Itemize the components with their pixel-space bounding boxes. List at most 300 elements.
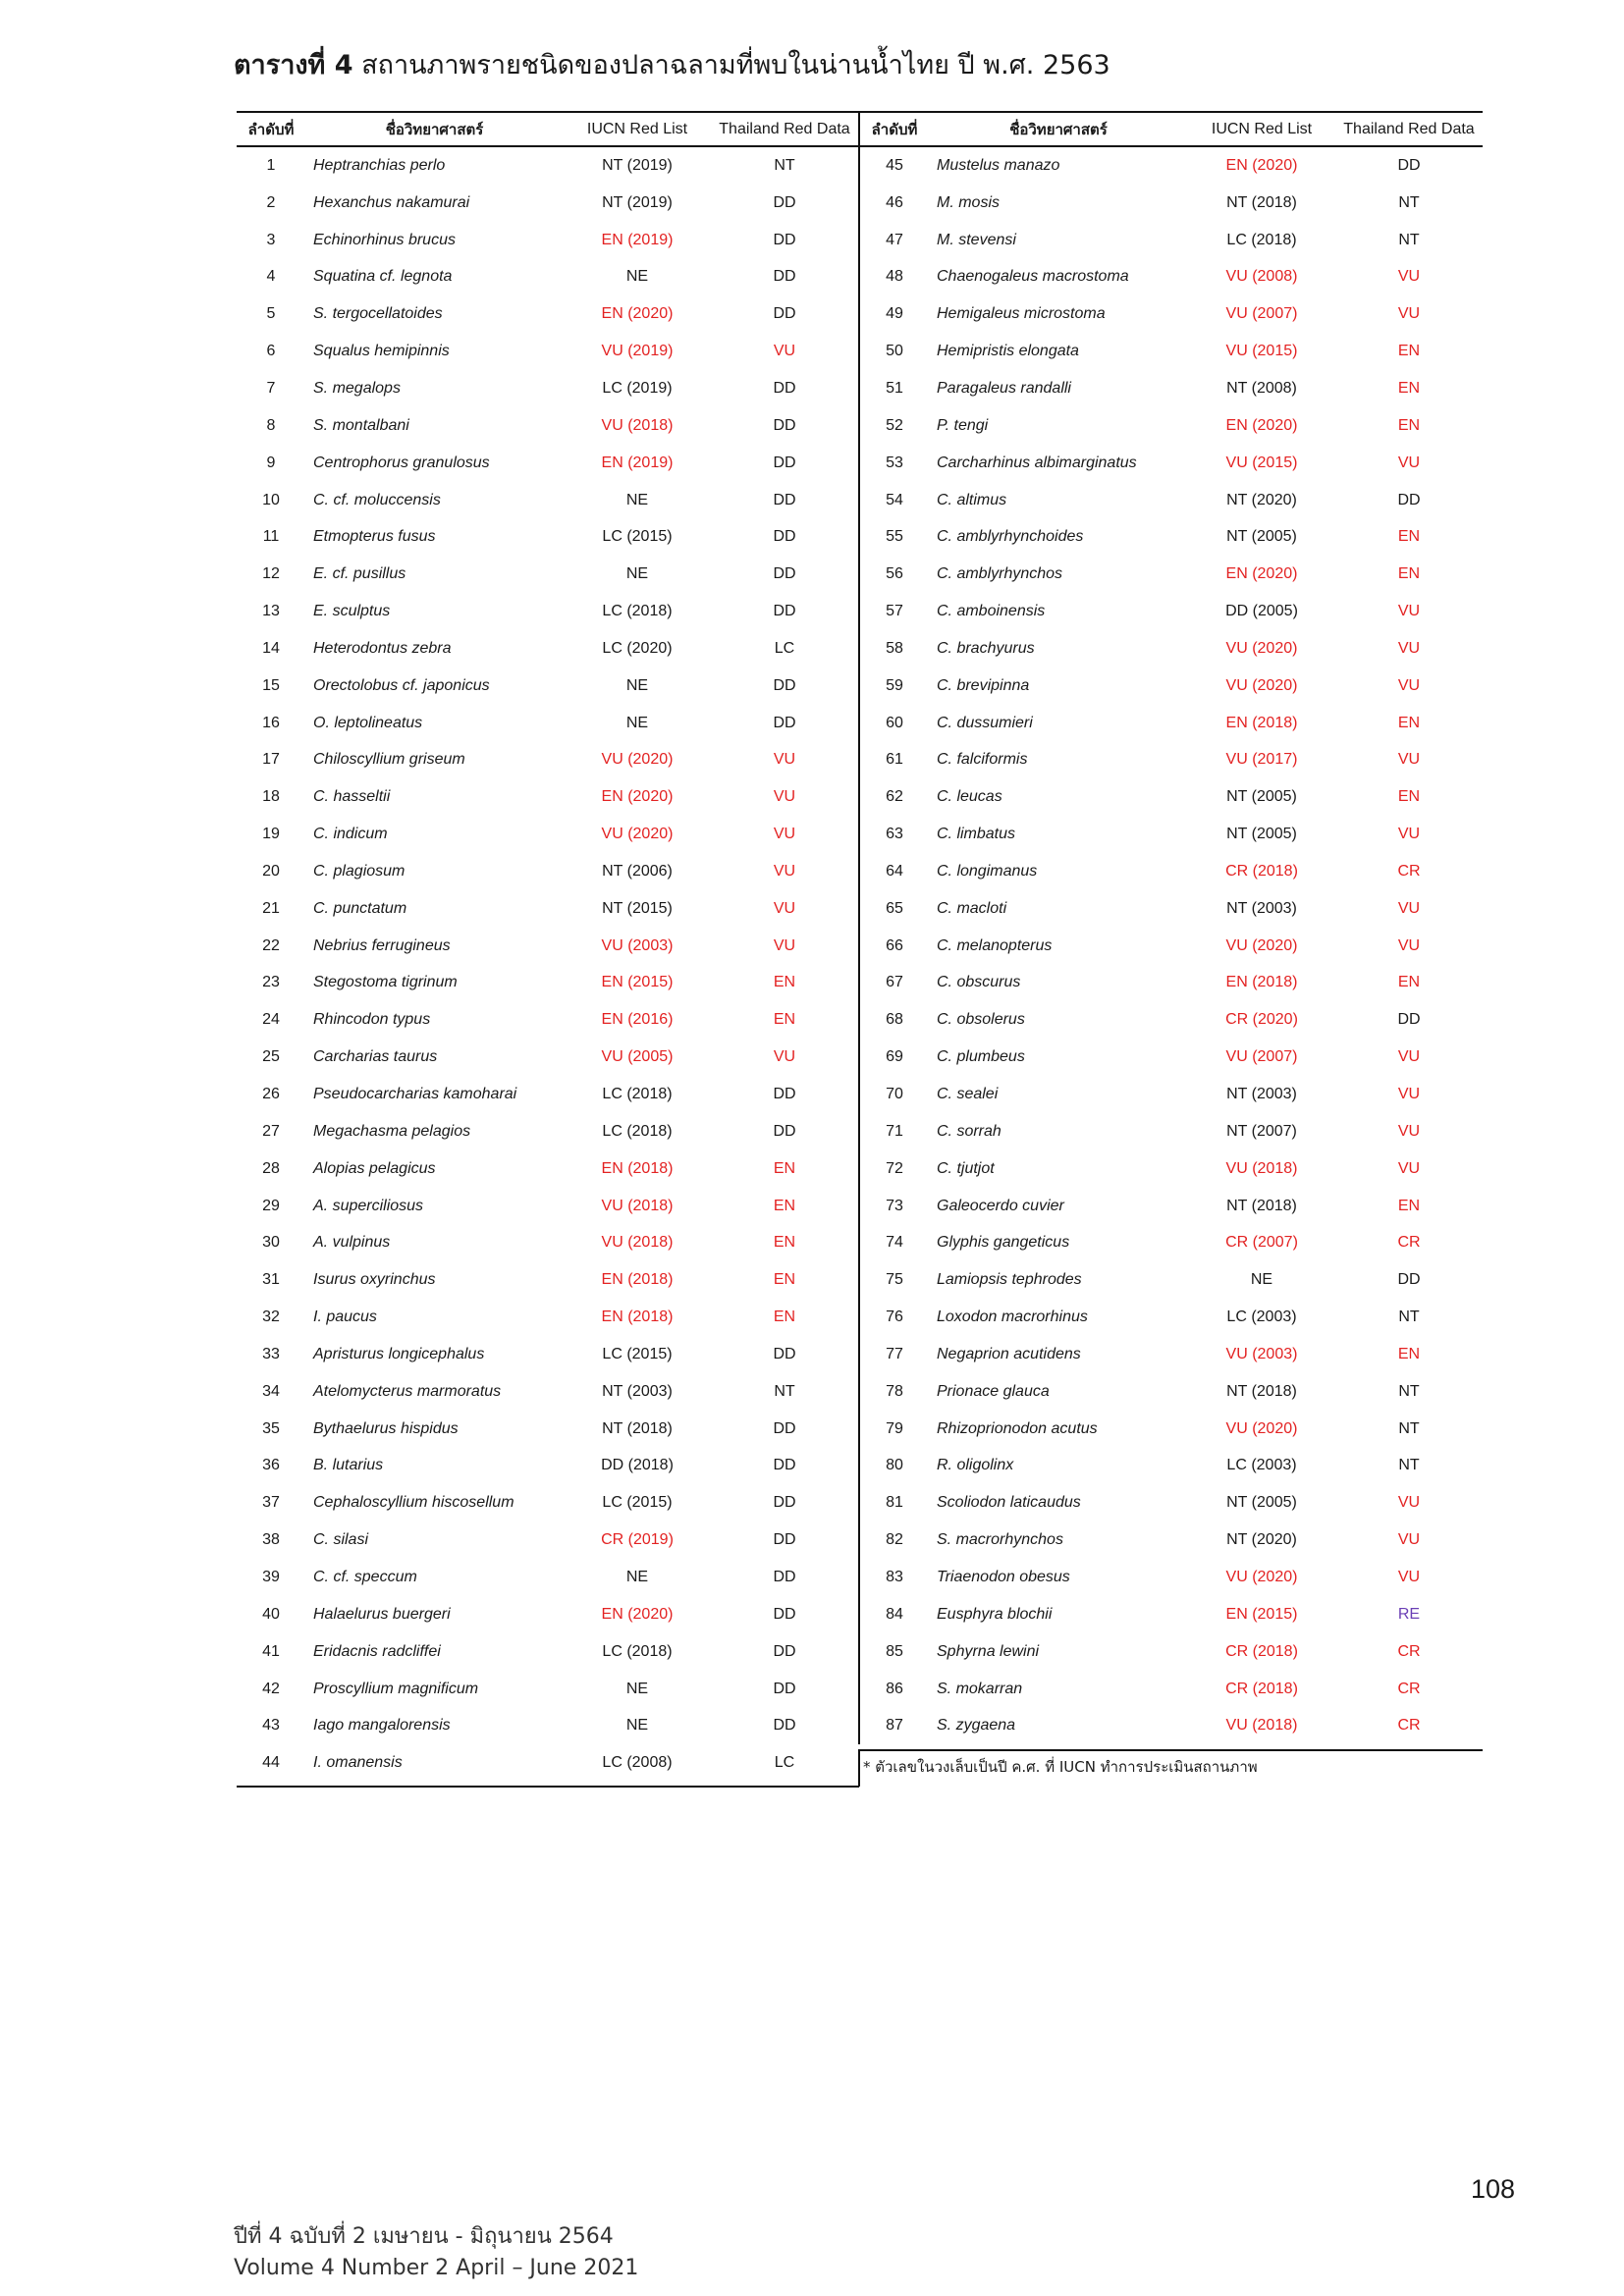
iucn-status: VU (2018) <box>601 1234 674 1252</box>
species-name: Bythaelurus hispidus <box>313 1419 459 1437</box>
species-name: S. macrorhynchos <box>937 1531 1063 1549</box>
row-number: 23 <box>262 974 280 991</box>
thai-status: EN <box>1397 714 1421 731</box>
iucn-status: EN (2018) <box>1225 714 1298 731</box>
iucn-status: VU (2018) <box>601 1197 674 1214</box>
table-row <box>237 1707 858 1744</box>
table-row <box>860 556 1483 593</box>
table-row <box>860 1113 1483 1150</box>
thai-status: DD <box>773 676 796 694</box>
species-table-right <box>858 111 1483 1744</box>
thai-status: EN <box>1397 565 1421 583</box>
row-number: 16 <box>262 714 280 731</box>
species-name: C. macloti <box>937 899 1007 917</box>
thai-status: VU <box>1397 826 1421 843</box>
row-number: 80 <box>886 1457 903 1474</box>
species-name: C. plagiosum <box>313 862 406 880</box>
species-name: Apristurus longicephalus <box>313 1345 485 1362</box>
table-row <box>237 1336 858 1373</box>
table-row <box>860 890 1483 928</box>
species-name: Atelomycterus marmoratus <box>313 1382 502 1400</box>
iucn-status: LC (2019) <box>602 379 673 397</box>
species-name: C. tjutjot <box>937 1159 995 1177</box>
table-row <box>237 816 858 853</box>
row-number: 19 <box>262 826 280 843</box>
species-name: C. silasi <box>313 1531 369 1549</box>
row-number: 15 <box>262 676 280 694</box>
table-title <box>234 43 1110 85</box>
table-row <box>237 1001 858 1039</box>
row-number: 51 <box>886 379 903 397</box>
species-name: Pseudocarcharias kamoharai <box>313 1086 517 1103</box>
table-row <box>860 147 1483 185</box>
table-row <box>860 928 1483 965</box>
species-name: C. amblyrhynchoides <box>937 528 1084 546</box>
thai-status: DD <box>773 1605 796 1623</box>
thai-status: EN <box>1397 379 1421 397</box>
iucn-status: VU (2020) <box>1225 639 1298 657</box>
iucn-status: LC (2018) <box>602 1122 673 1140</box>
row-number: 47 <box>886 231 903 248</box>
thai-status: VU <box>1397 305 1421 323</box>
iucn-status: VU (2020) <box>601 826 674 843</box>
row-number: 10 <box>262 491 280 508</box>
thai-status: DD <box>773 714 796 731</box>
table-row <box>237 482 858 519</box>
row-number: 41 <box>262 1642 280 1660</box>
table-row <box>860 1484 1483 1522</box>
iucn-status: LC (2008) <box>602 1754 673 1772</box>
species-name: Sphyrna lewini <box>937 1642 1040 1660</box>
row-number: 79 <box>886 1419 903 1437</box>
row-number: 82 <box>886 1531 903 1549</box>
species-name: C. brevipinna <box>937 676 1030 694</box>
table-row <box>237 1596 858 1633</box>
row-number: 37 <box>262 1494 280 1512</box>
thai-status: EN <box>1397 974 1421 991</box>
thai-status: NT <box>1398 1382 1420 1400</box>
species-name: I. paucus <box>313 1308 377 1326</box>
thai-status: EN <box>773 1308 796 1326</box>
thai-status: VU <box>773 1048 796 1066</box>
iucn-status: NE <box>625 1717 649 1735</box>
table-row <box>237 1633 858 1671</box>
iucn-status: LC (2020) <box>602 639 673 657</box>
thai-status: CR <box>1397 862 1421 880</box>
thai-status: NT <box>774 156 795 174</box>
thai-status: VU <box>1397 1494 1421 1512</box>
thai-status: DD <box>773 193 796 211</box>
species-name: A. superciliosus <box>313 1197 424 1214</box>
table-row <box>237 965 858 1002</box>
species-name: Heterodontus zebra <box>313 639 452 657</box>
species-name: Rhizoprionodon acutus <box>937 1419 1098 1437</box>
thai-status: VU <box>1397 639 1421 657</box>
table-row <box>237 1039 858 1076</box>
iucn-status: NT (2015) <box>602 899 673 917</box>
species-name: Loxodon macrorhinus <box>937 1308 1088 1326</box>
thai-status: VU <box>773 862 796 880</box>
species-name: Isurus oxyrinchus <box>313 1271 436 1289</box>
table-row <box>237 1224 858 1261</box>
iucn-status: CR (2018) <box>1225 1680 1298 1697</box>
iucn-status: LC (2018) <box>602 1086 673 1103</box>
thai-status: EN <box>1397 1197 1421 1214</box>
table-row <box>237 1150 858 1188</box>
table-row <box>860 778 1483 816</box>
thai-status: DD <box>773 416 796 434</box>
species-name: R. oligolinx <box>937 1457 1014 1474</box>
row-number: 24 <box>262 1011 280 1029</box>
iucn-status: NT (2003) <box>1226 1086 1297 1103</box>
species-name: Paragaleus randalli <box>937 379 1071 397</box>
iucn-status: CR (2018) <box>1225 1642 1298 1660</box>
thai-status: DD <box>773 454 796 471</box>
iucn-status: NE <box>625 565 649 583</box>
row-number: 38 <box>262 1531 280 1549</box>
species-name: Eusphyra blochii <box>937 1605 1053 1623</box>
iucn-status: DD (2005) <box>1225 603 1298 620</box>
table-row <box>860 1336 1483 1373</box>
table-row <box>860 407 1483 445</box>
table-row <box>237 1671 858 1708</box>
thai-status: LC <box>774 639 795 657</box>
header-no: ลำดับที่ <box>871 120 918 138</box>
species-name: Heptranchias perlo <box>313 156 446 174</box>
species-name: C. melanopterus <box>937 936 1053 954</box>
row-number: 18 <box>262 788 280 806</box>
row-number: 85 <box>886 1642 903 1660</box>
iucn-status: NT (2018) <box>602 1419 673 1437</box>
row-number: 48 <box>886 268 903 286</box>
thai-status: DD <box>773 565 796 583</box>
thai-status: VU <box>1397 1159 1421 1177</box>
iucn-status: NT (2006) <box>602 862 673 880</box>
species-name: C. altimus <box>937 491 1007 508</box>
thai-status: DD <box>1397 1011 1421 1029</box>
iucn-status: VU (2003) <box>1225 1345 1298 1362</box>
species-name: S. tergocellatoides <box>313 305 443 323</box>
table-row <box>237 1411 858 1448</box>
species-name: Eridacnis radcliffei <box>313 1642 441 1660</box>
footer-issue-english: Volume 4 Number 2 April – June 2021 <box>234 2256 639 2280</box>
species-name: Squatina cf. legnota <box>313 268 453 286</box>
iucn-status: VU (2003) <box>601 936 674 954</box>
table-row <box>860 1411 1483 1448</box>
row-number: 87 <box>886 1717 903 1735</box>
iucn-status: LC (2018) <box>1226 231 1297 248</box>
iucn-status: VU (2018) <box>1225 1159 1298 1177</box>
row-number: 26 <box>262 1086 280 1103</box>
row-number: 40 <box>262 1605 280 1623</box>
row-number: 73 <box>886 1197 903 1214</box>
species-name: Galeocerdo cuvier <box>937 1197 1064 1214</box>
row-number: 1 <box>266 156 276 174</box>
iucn-status: VU (2008) <box>1225 268 1298 286</box>
species-name: Scoliodon laticaudus <box>937 1494 1081 1512</box>
iucn-status: NE <box>625 268 649 286</box>
thai-status: CR <box>1397 1717 1421 1735</box>
iucn-status: LC (2015) <box>602 1494 673 1512</box>
table-row <box>860 1633 1483 1671</box>
species-table-left <box>237 111 858 1782</box>
thai-status: DD <box>773 305 796 323</box>
thai-status: DD <box>773 231 796 248</box>
table-row <box>860 1076 1483 1113</box>
thai-status: DD <box>773 1345 796 1362</box>
species-name: Echinorhinus brucus <box>313 231 456 248</box>
thai-status: VU <box>1397 676 1421 694</box>
row-number: 49 <box>886 305 903 323</box>
table-row <box>237 667 858 705</box>
row-number: 63 <box>886 826 903 843</box>
row-number: 32 <box>262 1308 280 1326</box>
row-number: 9 <box>266 454 276 471</box>
thai-status: DD <box>1397 156 1421 174</box>
species-name: C. longimanus <box>937 862 1038 880</box>
thai-status: EN <box>1397 528 1421 546</box>
iucn-status: VU (2007) <box>1225 305 1298 323</box>
table-row <box>860 1373 1483 1411</box>
row-number: 56 <box>886 565 903 583</box>
iucn-status: NT (2008) <box>1226 379 1297 397</box>
thai-status: LC <box>774 1754 795 1772</box>
iucn-status: CR (2019) <box>601 1531 674 1549</box>
species-name: C. cf. moluccensis <box>313 491 441 508</box>
table-row <box>860 1559 1483 1596</box>
table-row <box>237 333 858 370</box>
row-number: 27 <box>262 1122 280 1140</box>
species-name: Hexanchus nakamurai <box>313 193 470 211</box>
row-number: 2 <box>266 193 276 211</box>
species-name: C. limbatus <box>937 826 1016 843</box>
iucn-status: VU (2020) <box>1225 1419 1298 1437</box>
row-number: 22 <box>262 936 280 954</box>
species-name: Hemipristis elongata <box>937 343 1079 360</box>
table-row <box>860 222 1483 259</box>
thai-status: DD <box>773 1568 796 1585</box>
species-name: O. leptolineatus <box>313 714 423 731</box>
thai-status: DD <box>773 528 796 546</box>
table-row <box>860 1001 1483 1039</box>
row-number: 72 <box>886 1159 903 1177</box>
thai-status: EN <box>773 1011 796 1029</box>
row-number: 70 <box>886 1086 903 1103</box>
table-body-right <box>860 147 1483 1744</box>
iucn-status: NT (2018) <box>1226 1382 1297 1400</box>
thai-status: CR <box>1397 1642 1421 1660</box>
thai-status: DD <box>1397 491 1421 508</box>
table-row <box>860 1224 1483 1261</box>
iucn-status: NE <box>1250 1271 1273 1289</box>
row-number: 67 <box>886 974 903 991</box>
row-number: 50 <box>886 343 903 360</box>
table-row <box>860 482 1483 519</box>
iucn-status: NT (2007) <box>1226 1122 1297 1140</box>
table-row <box>860 630 1483 667</box>
thai-status: VU <box>1397 1086 1421 1103</box>
iucn-status: NT (2018) <box>1226 193 1297 211</box>
table-row <box>860 1671 1483 1708</box>
table-row <box>237 1299 858 1336</box>
iucn-status: NT (2005) <box>1226 826 1297 843</box>
table-row <box>237 518 858 556</box>
species-name: Stegostoma tigrinum <box>313 974 458 991</box>
iucn-status: CR (2018) <box>1225 862 1298 880</box>
table-bottom-rule-left <box>237 1786 859 1788</box>
table-row <box>237 778 858 816</box>
iucn-status: VU (2015) <box>1225 454 1298 471</box>
thai-status: VU <box>1397 268 1421 286</box>
row-number: 4 <box>266 268 276 286</box>
row-number: 17 <box>262 751 280 769</box>
row-number: 65 <box>886 899 903 917</box>
row-number: 68 <box>886 1011 903 1029</box>
row-number: 30 <box>262 1234 280 1252</box>
thai-status: EN <box>773 1271 796 1289</box>
thai-status: EN <box>773 1234 796 1252</box>
thai-status: DD <box>773 491 796 508</box>
table-row <box>860 445 1483 482</box>
row-number: 75 <box>886 1271 903 1289</box>
iucn-status: LC (2018) <box>602 603 673 620</box>
page-number: 108 <box>1471 2174 1516 2204</box>
thai-status: EN <box>773 1159 796 1177</box>
iucn-status: EN (2020) <box>1225 416 1298 434</box>
table-row <box>237 1744 858 1782</box>
species-name: P. tengi <box>937 416 989 434</box>
thai-status: CR <box>1397 1234 1421 1252</box>
thai-status: DD <box>773 1494 796 1512</box>
table-row <box>237 1448 858 1485</box>
iucn-status: NE <box>625 1680 649 1697</box>
iucn-status: NT (2019) <box>602 156 673 174</box>
iucn-status: EN (2015) <box>601 974 674 991</box>
table-row <box>237 370 858 407</box>
iucn-status: LC (2015) <box>602 1345 673 1362</box>
thai-status: DD <box>773 1086 796 1103</box>
thai-status: DD <box>773 1680 796 1697</box>
species-name: Etmopterus fusus <box>313 528 436 546</box>
species-name: S. montalbani <box>313 416 409 434</box>
species-name: E. sculptus <box>313 603 391 620</box>
thai-status: EN <box>1397 1345 1421 1362</box>
species-name: C. sorrah <box>937 1122 1001 1140</box>
iucn-status: DD (2018) <box>601 1457 674 1474</box>
thai-status: DD <box>773 379 796 397</box>
iucn-status: NT (2003) <box>602 1382 673 1400</box>
row-number: 76 <box>886 1308 903 1326</box>
species-name: C. dussumieri <box>937 714 1033 731</box>
table-row <box>860 295 1483 333</box>
column-divider <box>858 1749 860 1787</box>
species-name: Hemigaleus microstoma <box>937 305 1106 323</box>
thai-status: VU <box>1397 454 1421 471</box>
species-name: E. cf. pusillus <box>313 565 406 583</box>
table-row <box>237 185 858 222</box>
row-number: 3 <box>266 231 276 248</box>
thai-status: DD <box>773 1457 796 1474</box>
iucn-status: CR (2020) <box>1225 1011 1298 1029</box>
thai-status: CR <box>1397 1680 1421 1697</box>
table-row <box>237 853 858 890</box>
thai-status: VU <box>1397 751 1421 769</box>
thai-status: DD <box>773 1531 796 1549</box>
iucn-status: EN (2020) <box>1225 565 1298 583</box>
thai-status: VU <box>1397 936 1421 954</box>
table-row <box>237 222 858 259</box>
species-name: Squalus hemipinnis <box>313 343 450 360</box>
table-row <box>237 147 858 185</box>
species-name: Halaelurus buergeri <box>313 1605 451 1623</box>
row-number: 64 <box>886 862 903 880</box>
species-name: Glyphis gangeticus <box>937 1234 1070 1252</box>
table-row <box>860 1150 1483 1188</box>
table-row <box>860 185 1483 222</box>
row-number: 58 <box>886 639 903 657</box>
row-number: 11 <box>262 528 280 546</box>
row-number: 33 <box>262 1345 280 1362</box>
species-name: C. obsolerus <box>937 1011 1025 1029</box>
iucn-status: EN (2018) <box>601 1271 674 1289</box>
table-row <box>237 259 858 296</box>
table-row <box>237 890 858 928</box>
table-row <box>237 445 858 482</box>
species-name: Orectolobus cf. japonicus <box>313 676 490 694</box>
species-name: B. lutarius <box>313 1457 384 1474</box>
row-number: 5 <box>266 305 276 323</box>
table-row <box>860 853 1483 890</box>
row-number: 84 <box>886 1605 903 1623</box>
species-name: Chaenogaleus macrostoma <box>937 268 1129 286</box>
thai-status: NT <box>774 1382 795 1400</box>
species-name: S. zygaena <box>937 1717 1016 1735</box>
table-row <box>237 1261 858 1299</box>
table-row <box>860 742 1483 779</box>
row-number: 52 <box>886 416 903 434</box>
table-row <box>237 742 858 779</box>
iucn-status: VU (2020) <box>1225 1568 1298 1585</box>
table-body-left <box>237 147 858 1782</box>
table-title-text: สถานภาพรายชนิดของปลาฉลามที่พบในน่านน้ำไทย ปี พ.ศ. 2563 <box>352 50 1110 80</box>
row-number: 14 <box>262 639 280 657</box>
species-name: Chiloscyllium griseum <box>313 751 465 769</box>
thai-status: RE <box>1397 1605 1421 1623</box>
row-number: 46 <box>886 193 903 211</box>
thai-status: DD <box>773 1419 796 1437</box>
table-row <box>237 556 858 593</box>
iucn-status: VU (2005) <box>601 1048 674 1066</box>
species-name: S. mokarran <box>937 1680 1023 1697</box>
row-number: 66 <box>886 936 903 954</box>
row-number: 13 <box>262 603 280 620</box>
table-row <box>237 1522 858 1559</box>
table-title-number: ตารางที่ 4 <box>234 50 353 80</box>
header-no: ลำดับที่ <box>247 120 295 138</box>
species-name: Triaenodon obesus <box>937 1568 1070 1585</box>
row-number: 78 <box>886 1382 903 1400</box>
thai-status: VU <box>1397 1048 1421 1066</box>
thai-status: NT <box>1398 1419 1420 1437</box>
table-row <box>237 1559 858 1596</box>
iucn-status: NE <box>625 1568 649 1585</box>
species-name: C. hasseltii <box>313 788 391 806</box>
iucn-status: VU (2007) <box>1225 1048 1298 1066</box>
iucn-status: EN (2020) <box>601 1605 674 1623</box>
table-row <box>860 259 1483 296</box>
iucn-status: NT (2020) <box>1226 1531 1297 1549</box>
iucn-status: NT (2005) <box>1226 528 1297 546</box>
